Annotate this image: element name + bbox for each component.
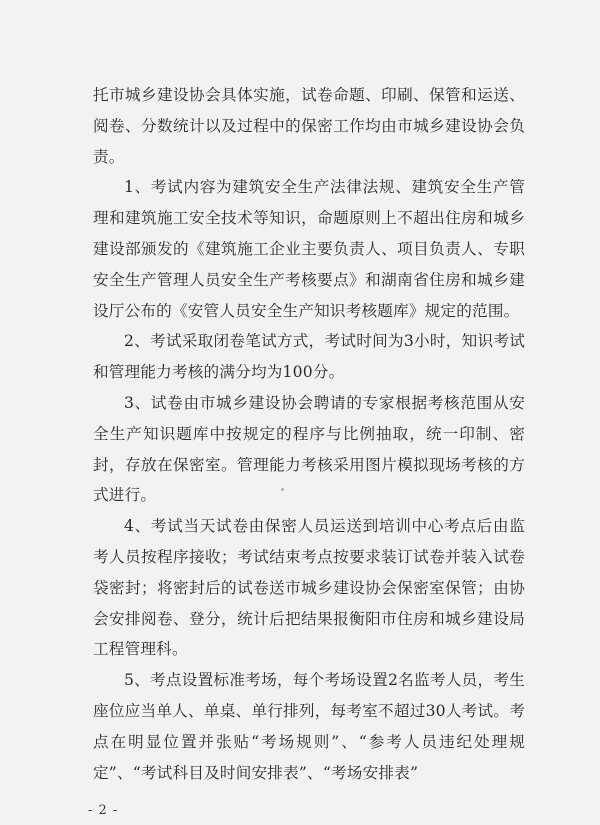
paragraph-continuation: 托市城乡建设协会具体实施，试卷命题、印刷、保管和运送、阅卷、分数统计以及过程中的保密工作均由市城乡建设协会负责。 xyxy=(93,86,525,166)
scan-speck xyxy=(281,488,284,491)
paragraph-item-2: 2、考试采取闭卷笔试方式，考试时间为3小时，知识考试和管理能力考核的满分均为100分。 xyxy=(93,332,525,382)
page-number: - 2 - xyxy=(88,803,119,818)
paragraph-item-4: 4、考试当天试卷由保密人员运送到培训中心考点后由监考人员按程序接收；考试结束考点按要求装订试卷并装入试卷袋密封；将密封后的试卷送市城乡建设协会保密室保管；由协会安排阅卷、登分，统计后把结果报衡阳市住房和城乡建设局工程管理科。 xyxy=(93,517,525,659)
paragraph-item-5: 5、考点设置标准考场，每个考场设置2名监考人员，考生座位应当单人、单桌、单行排列，每考室不超过30人考试。考点在明显位置并张贴“考场规则”、“参考人员违纪处理规定”、“考试科目及时间安排表”、“考场安排表” xyxy=(93,671,525,782)
paragraph-item-3: 3、试卷由市城乡建设协会聘请的专家根据考核范围从安全生产知识题库中按规定的程序与比例抽取，统一印制、密封，存放在保密室。管理能力考核采用图片模拟现场考核的方式进行。 xyxy=(93,393,525,505)
document-body xyxy=(93,80,525,788)
paragraph-item-1: 1、考试内容为建筑安全生产法律法规、建筑安全生产管理和建筑施工安全技术等知识，命题原则上不超出住房和城乡建设部颁发的《建筑施工企业主要负责人、项目负责人、专职安全生产管理人员安全生产考核要点》和湖南省住房和城乡建设厅公布的《安管人员安全生产知识考核题库》规定的范围。 xyxy=(93,178,525,320)
